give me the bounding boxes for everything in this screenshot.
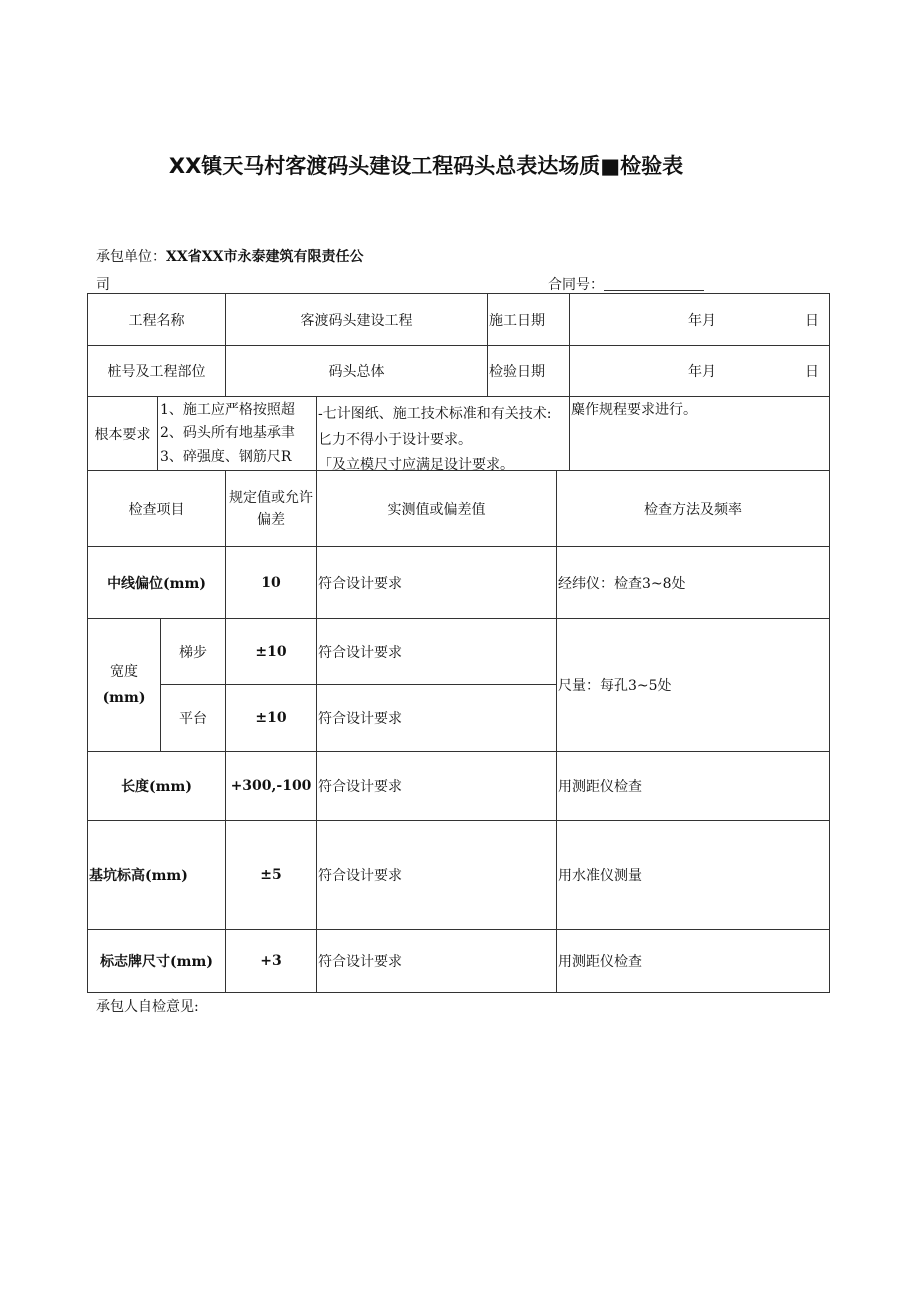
header-item: 检查项目 (128, 501, 185, 518)
grid-line (316, 396, 317, 470)
header-method: 检查方法及频率 (644, 501, 742, 518)
project-name-value: 客渡码头建设工程 (300, 312, 413, 329)
grid-line (829, 293, 830, 993)
pit-name: 基坑标高(mm) (89, 868, 188, 884)
grid-line (569, 293, 570, 470)
basic-requirements-label: 根本要求 (94, 426, 151, 443)
construction-date-label: 施工日期 (489, 312, 545, 329)
grid-line (157, 396, 158, 470)
pit-method: 用水准仪测量 (558, 868, 642, 884)
width-platform-tolerance: ±10 (255, 710, 287, 726)
width-stairs-tolerance: ±10 (255, 643, 287, 660)
station-value: 码头总体 (328, 364, 385, 380)
pit-measured: 符合设计要求 (318, 868, 402, 884)
length-name: 长度(mm) (121, 779, 192, 795)
contractor-name-wrap: 司 (96, 277, 110, 293)
length-tolerance: +300,-100 (230, 778, 312, 794)
construction-date-day: 日 (805, 312, 819, 329)
width-platform-name: 平台 (179, 711, 207, 727)
header-tolerance-line1: 规定值或允许 (229, 489, 313, 506)
requirement-item: 2、码头所有地基承聿 (160, 425, 295, 441)
grid-line (87, 992, 830, 993)
requirement-item: 3、碎强度、钢筋尺R (160, 449, 292, 465)
header-tolerance-line2: 偏差 (257, 511, 285, 528)
requirement-middle: 「及立模尺寸应满足设计要求。 (318, 457, 514, 473)
construction-date-value: 年月 (688, 312, 716, 329)
width-name-line1: 宽度 (110, 664, 138, 680)
sign-tolerance: +3 (260, 953, 282, 969)
page-title: XX镇天马村客渡码头建设工程码头总表达场质■检验表 (168, 154, 684, 178)
contract-number-label: 合同号： (548, 277, 604, 293)
requirement-middle: 匕力不得小于设计要求。 (318, 432, 472, 448)
centerline-method: 经纬仪：检查3~8处 (558, 575, 686, 592)
contract-number (548, 274, 704, 294)
requirement-right: 麋作规程要求进行。 (571, 402, 697, 418)
inspection-date-label: 检验日期 (489, 364, 545, 380)
header-tolerance (226, 471, 316, 546)
contractor-self-check: 承包人自检意见: (96, 999, 199, 1015)
sign-method: 用测距仪检查 (558, 954, 642, 970)
length-method: 用测距仪检查 (558, 779, 642, 795)
inspection-date-day: 日 (805, 364, 819, 380)
requirement-item: 1、施工应严格按照超 (160, 402, 295, 418)
requirement-middle: -七计图纸、施工技术标准和有关技术: (318, 406, 552, 422)
contractor-line (96, 246, 363, 266)
sign-measured: 符合设计要求 (318, 954, 402, 970)
header-measured: 实测值或偏差值 (387, 501, 486, 518)
width-method: 尺量：每孔3~5处 (558, 678, 672, 694)
contractor-name: XX省XX市永泰建筑有限责任公 (166, 249, 364, 265)
width-stairs-name: 梯步 (179, 644, 207, 661)
centerline-tolerance: 10 (261, 574, 281, 591)
project-name-label: 工程名称 (128, 312, 185, 329)
length-measured: 符合设计要求 (318, 779, 402, 795)
centerline-measured: 符合设计要求 (318, 575, 402, 592)
grid-line (87, 396, 830, 397)
sign-name: 标志牌尺寸(mm) (100, 954, 213, 970)
width-platform-measured: 符合设计要求 (318, 711, 402, 727)
width-stairs-measured: 符合设计要求 (318, 644, 402, 661)
width-name (88, 619, 160, 751)
centerline-name: 中线偏位(mm) (107, 575, 206, 592)
station-label: 桩号及工程部位 (107, 364, 206, 380)
width-name-line2: (mm) (102, 690, 146, 706)
contractor-label: 承包单位： (96, 249, 166, 265)
pit-tolerance: ±5 (260, 867, 282, 883)
inspection-date-value: 年月 (688, 364, 716, 380)
contract-number-blank (604, 276, 704, 291)
